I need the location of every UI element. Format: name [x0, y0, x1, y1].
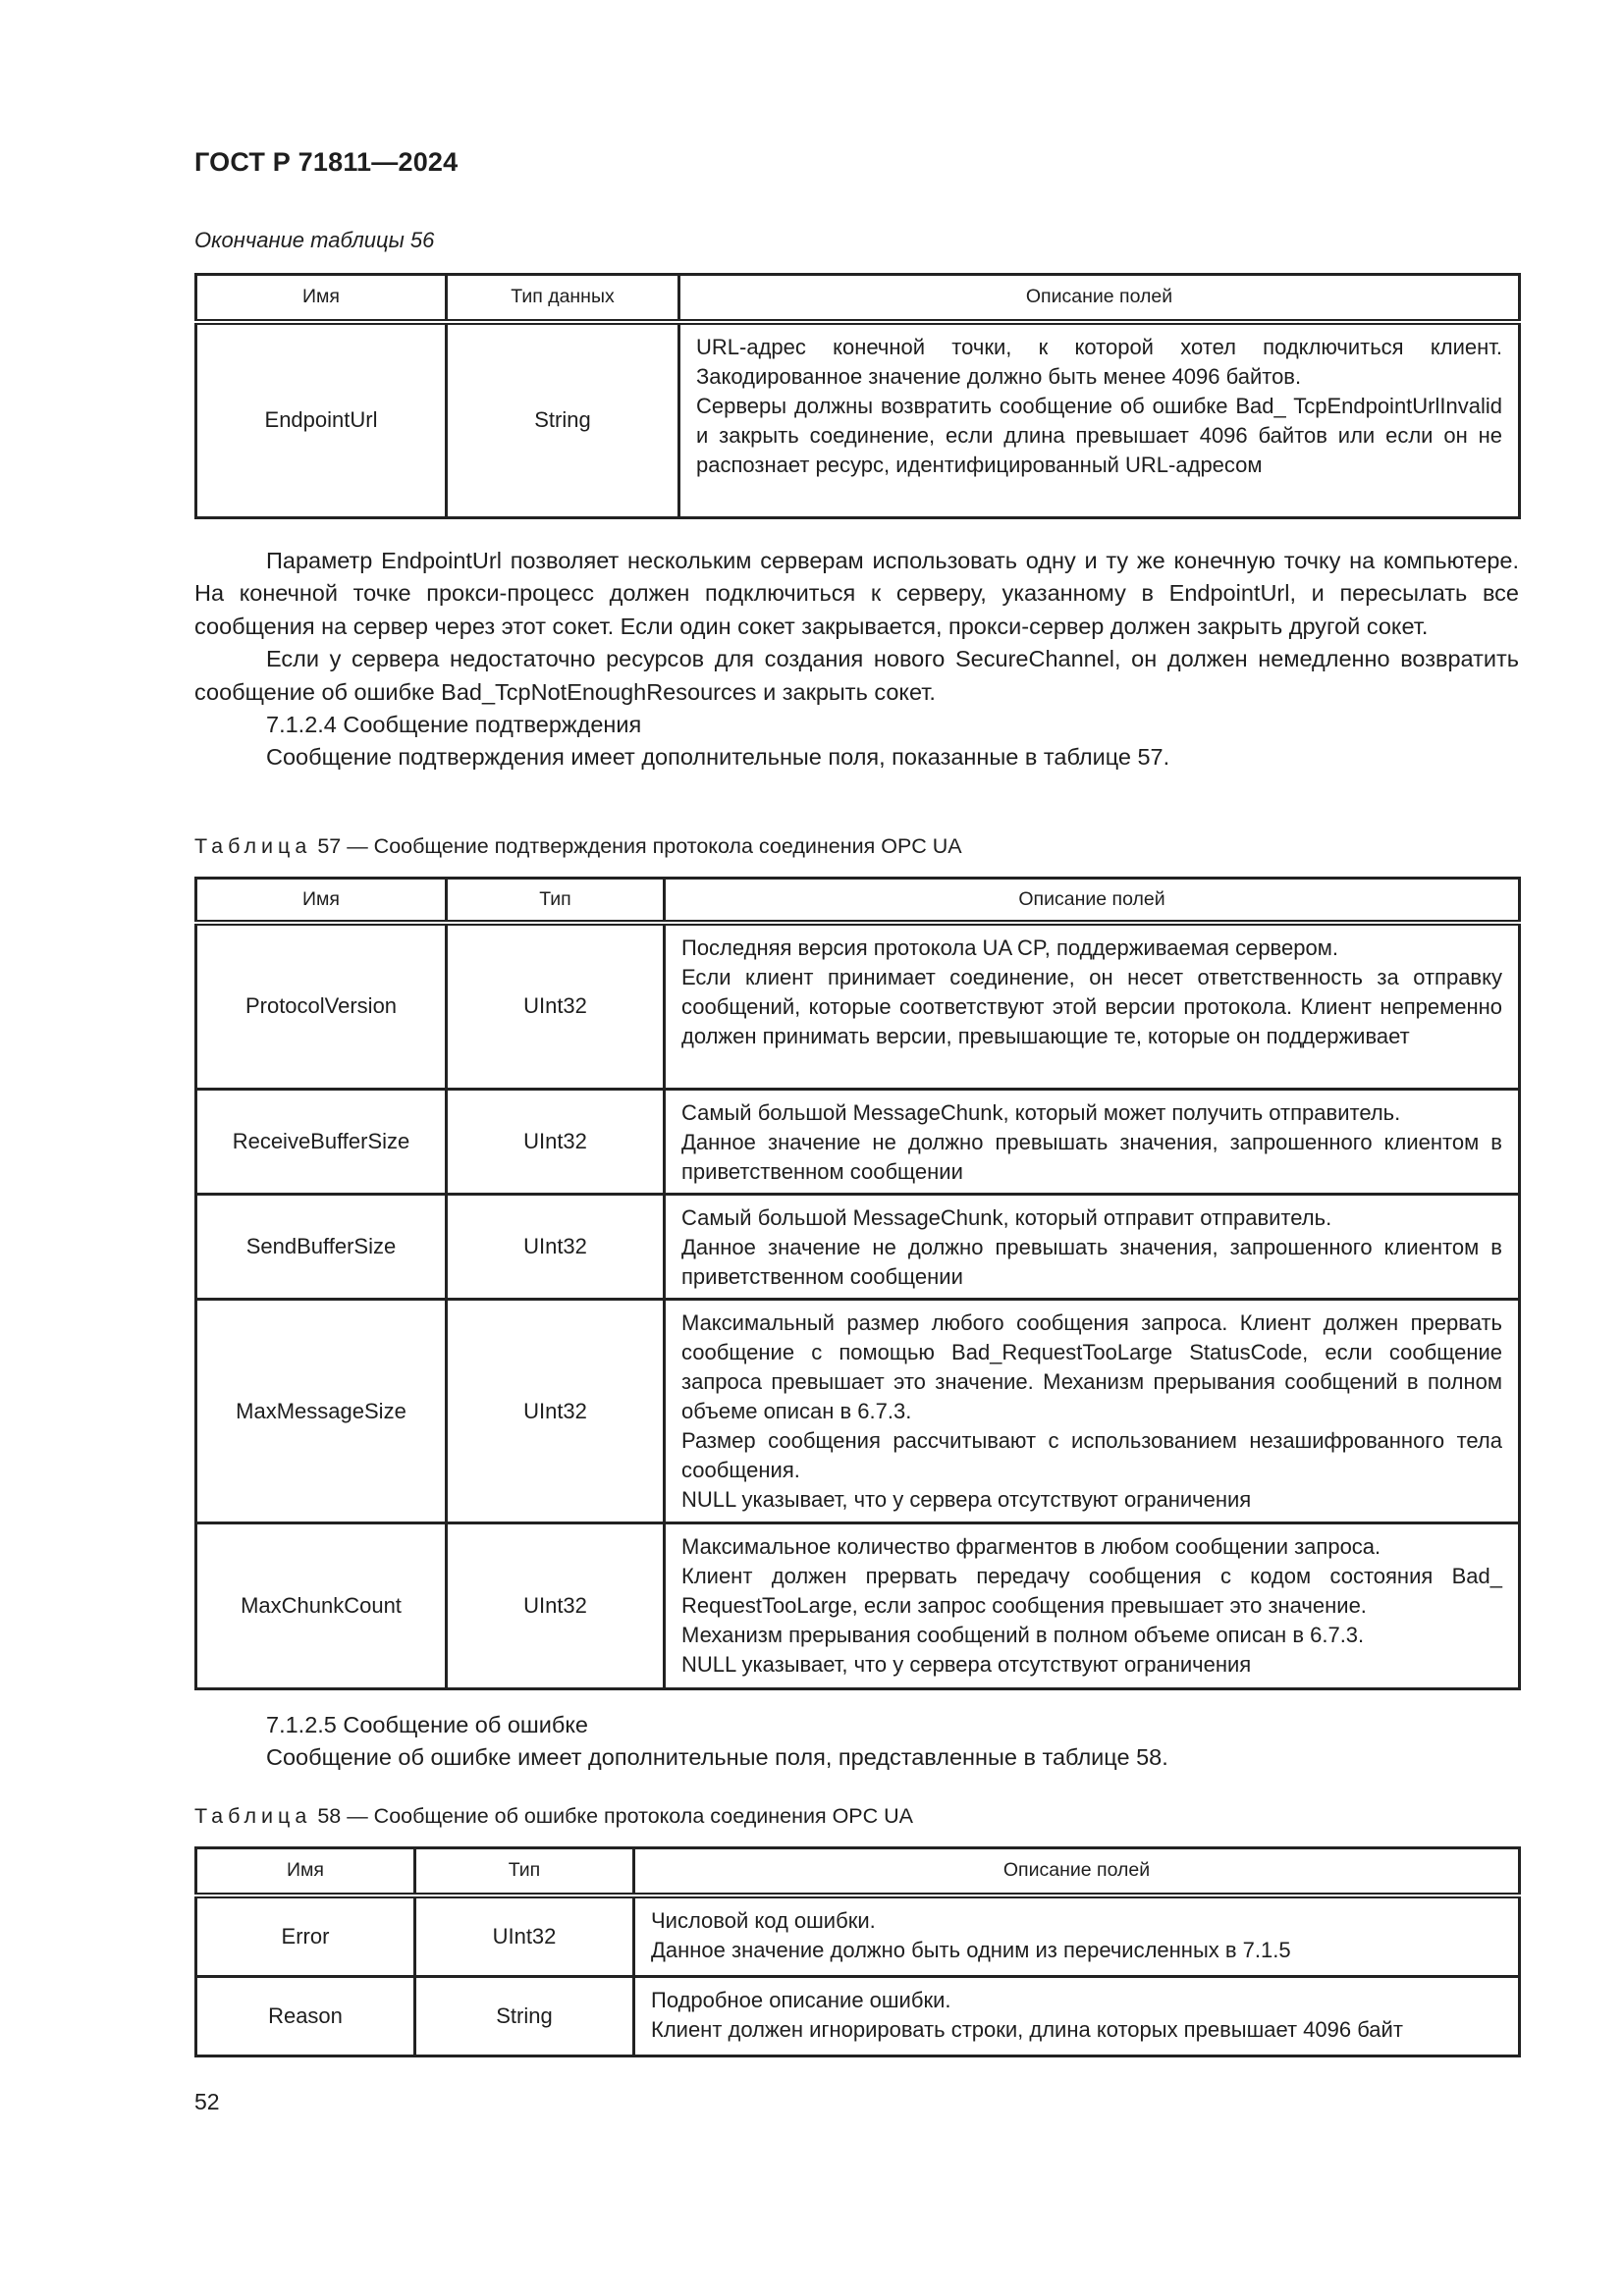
body-text-block-2 [194, 1709, 1519, 1775]
column-header-name: Имя [196, 275, 447, 322]
field-description [665, 1090, 1520, 1195]
table-header-row [196, 275, 1520, 322]
description-line: Максимальное количество фрагментов в любом сообщении запроса. [681, 1534, 1381, 1559]
field-name: Reason [196, 1977, 415, 2056]
description-line: Самый большой MessageChunk, который может получить отправитель. [681, 1100, 1401, 1125]
table-row [196, 1195, 1520, 1300]
paragraph: Сообщение подтверждения имеет дополнительные поля, показанные в таблице 57. [266, 744, 1170, 771]
field-type: UInt32 [447, 1523, 665, 1689]
field-description [634, 1977, 1520, 2056]
table-row [196, 1523, 1520, 1689]
column-header-name: Имя [196, 1848, 415, 1896]
column-header-type: Тип данных [447, 275, 679, 322]
field-type: UInt32 [447, 1195, 665, 1300]
caption-text: 58 — Сообщение об ошибке протокола соединения OPC UA [317, 1804, 914, 1828]
field-type: String [415, 1977, 634, 2056]
field-name: MaxMessageSize [196, 1300, 447, 1523]
table-56 [194, 273, 1521, 519]
description-line: Данное значение должно быть одним из перечисленных в 7.1.5 [651, 1937, 1291, 1962]
table-57-caption [194, 834, 962, 859]
table-row [196, 1090, 1520, 1195]
table-row [196, 1300, 1520, 1523]
description-line: NULL указывает, что у сервера отсутствуют ограничения [681, 1652, 1252, 1677]
description-line: Клиент должен игнорировать строки, длина которых превышает 4096 байт [651, 2017, 1403, 2042]
caption-label: Таблица [194, 834, 312, 858]
field-name: Error [196, 1896, 415, 1977]
field-type: UInt32 [415, 1896, 634, 1977]
table-header-row [196, 879, 1520, 923]
column-header-description: Описание полей [679, 275, 1520, 322]
field-name: MaxChunkCount [196, 1523, 447, 1689]
section-heading: 7.1.2.5 Сообщение об ошибке [266, 1712, 588, 1737]
description-line: Клиент должен прервать передачу сообщения с кодом состояния Bad_ RequestTooLarge, если запрос сообщения превышает это значение. [681, 1564, 1502, 1618]
paragraph: Если у сервера недостаточно ресурсов для создания нового SecureChannel, он должен немедленно возвратить сообщение об ошибке Bad_TcpNotEnoughResources и закрыть сокет. [194, 646, 1519, 705]
standard-designation: ГОСТ Р 71811—2024 [194, 147, 459, 177]
column-header-description: Описание полей [634, 1848, 1520, 1896]
table-58-caption [194, 1804, 913, 1829]
description-line: Механизм прерывания сообщений в полном объеме описан в 6.7.3. [681, 1623, 1365, 1647]
table-row [196, 1896, 1520, 1977]
description-line: URL-адрес конечной точки, к которой хотел подключиться клиент. Закодированное значение должно быть менее 4096 байтов. [696, 334, 1502, 389]
description-line: Подробное описание ошибки. [651, 1988, 951, 2012]
field-name: ProtocolVersion [196, 923, 447, 1090]
field-description [665, 1300, 1520, 1523]
description-line: Максимальный размер любого сообщения запроса. Клиент должен прервать сообщение с помощью Bad_RequestTooLarge StatusCode, если сообщение запроса превышает это значение. Механизм прерывания сообщений в полном объеме описан в 6.7.3. [681, 1310, 1502, 1423]
description-line: Если клиент принимает соединение, он несет ответственность за отправку сообщений, которые соответствуют этой версии протокола. Клиент непременно должен принимать версии, превышающие те, которые он поддерживает [681, 964, 1502, 1048]
table-row [196, 923, 1520, 1090]
description-line: NULL указывает, что у сервера отсутствуют ограничения [681, 1487, 1252, 1512]
column-header-name: Имя [196, 879, 447, 923]
field-description [665, 1195, 1520, 1300]
field-type: UInt32 [447, 1090, 665, 1195]
field-description [679, 322, 1520, 518]
field-description [665, 923, 1520, 1090]
table-58 [194, 1846, 1521, 2057]
page-number: 52 [194, 2089, 220, 2114]
field-name: ReceiveBufferSize [196, 1090, 447, 1195]
table-57 [194, 877, 1521, 1690]
body-text-block-1 [194, 545, 1519, 774]
field-type: UInt32 [447, 1300, 665, 1523]
table-continuation-label: Окончание таблицы 56 [194, 228, 435, 252]
description-line: Данное значение не должно превышать значения, запрошенного клиентом в приветственном сообщении [681, 1235, 1502, 1289]
table-header-row [196, 1848, 1520, 1896]
table-row [196, 1977, 1520, 2056]
paragraph: Сообщение об ошибке имеет дополнительные поля, представленные в таблице 58. [266, 1744, 1168, 1771]
field-description [665, 1523, 1520, 1689]
paragraph: Параметр EndpointUrl позволяет нескольким серверам использовать одну и ту же конечную точку на компьютере. На конечной точке прокси-процесс должен подключиться к серверу, указанному в EndpointUrl, и пересылать все сообщения на сервер через этот сокет. Если один сокет закрывается, прокси-сервер должен закрыть другой сокет. [194, 548, 1519, 639]
field-name: EndpointUrl [196, 322, 447, 518]
column-header-description: Описание полей [665, 879, 1520, 923]
field-name: SendBufferSize [196, 1195, 447, 1300]
description-line: Размер сообщения рассчитывают с использованием незашифрованного тела сообщения. [681, 1428, 1502, 1482]
description-line: Числовой код ошибки. [651, 1907, 876, 1933]
column-header-type: Тип [415, 1848, 634, 1896]
field-type: UInt32 [447, 923, 665, 1090]
description-line: Данное значение не должно превышать значения, запрошенного клиентом в приветственном сообщении [681, 1130, 1502, 1184]
field-type: String [447, 322, 679, 518]
column-header-type: Тип [447, 879, 665, 923]
description-line: Серверы должны возвратить сообщение об ошибке Bad_ TcpEndpointUrlInvalid и закрыть соединение, если длина превышает 4096 байтов или если он не распознает ресурс, идентифицированный URL-адресом [696, 393, 1502, 477]
section-heading: 7.1.2.4 Сообщение подтверждения [266, 712, 642, 738]
field-description [634, 1896, 1520, 1977]
description-line: Самый большой MessageChunk, который отправит отправитель. [681, 1205, 1332, 1230]
caption-label: Таблица [194, 1804, 312, 1828]
caption-text: 57 — Сообщение подтверждения протокола соединения OPC UA [317, 834, 962, 858]
description-line: Последняя версия протокола UA CP, поддерживаемая сервером. [681, 934, 1338, 960]
table-row [196, 322, 1520, 518]
